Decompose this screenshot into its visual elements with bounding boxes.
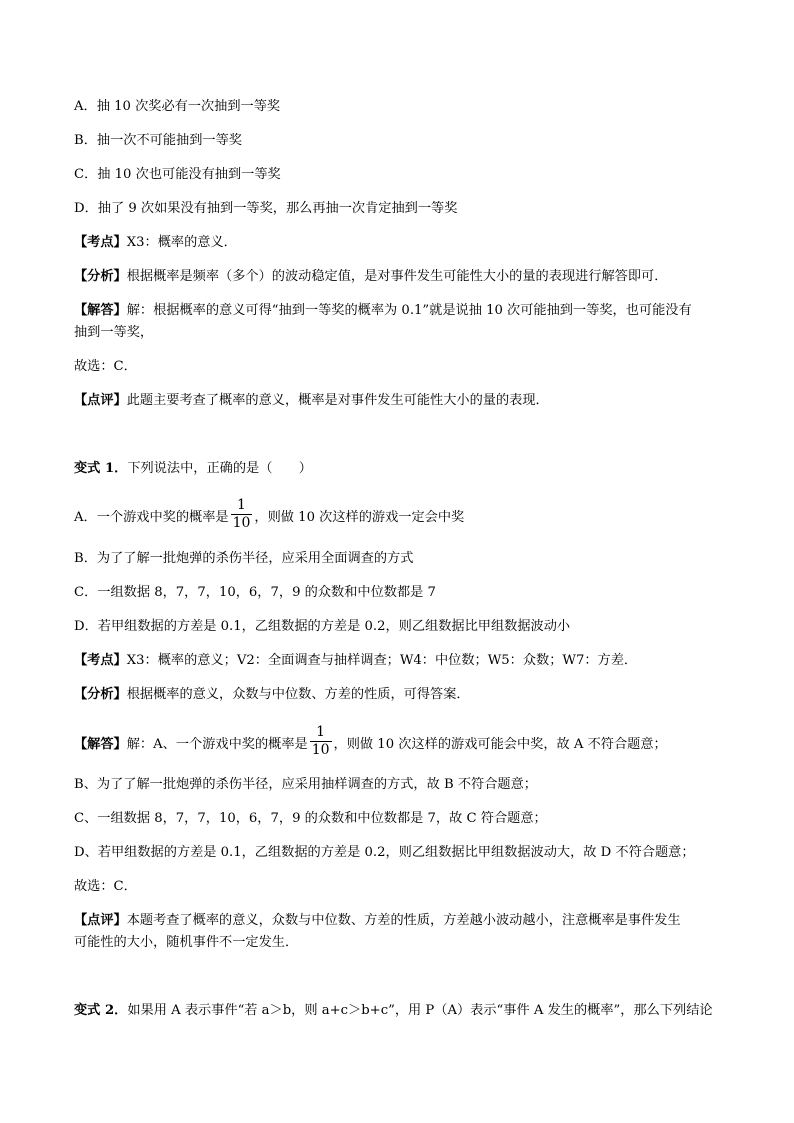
q0-fenxi-text: 根据概率是频率（多个）的波动稳定值，是对事件发生可能性大小的量的表现进行解答即可．	[126, 269, 668, 284]
v1-title-text: 下列说法中，正确的是（ ）	[127, 461, 312, 476]
q0-dianping-tag: 【点评】	[74, 393, 127, 408]
v1-dianping-line1	[74, 911, 681, 931]
fraction-one-tenth	[310, 724, 332, 759]
q0-option-a: A．抽 10 次奖必有一次抽到一等奖	[74, 99, 281, 114]
v1-option-b: B．为了了解一批炮弹的杀伤半径，应采用全面调查的方式	[74, 551, 414, 566]
v1-dianping-text: 本题考查了概率的意义，众数与中位数、方差的性质，方差越小波动越小，注意概率是事件发生	[126, 913, 681, 928]
v1-title	[74, 459, 312, 479]
fraction-numerator: 1	[310, 724, 332, 742]
v1-fenxi-tag: 【分析】	[74, 687, 127, 702]
q0-dianping-text: 此题主要考查了概率的意义，概率是对事件发生可能性大小的量的表现．	[126, 393, 549, 408]
v1-jieda-b: B、为了了解一批炮弹的杀伤半径，应采用抽样调查的方式，故 B 不符合题意；	[74, 777, 537, 792]
v2-title-text: 如果用 A 表示事件“若 a＞b，则 a+c＞b+c”，用 P（A）表示“事件 A 发生的概率”，那么下列结论	[127, 1003, 713, 1018]
v1-jieda-d: D、若甲组数据的方差是 0.1，乙组数据的方差是 0.2，则乙组数据比甲组数据波动大，故 D 不符合题意；	[74, 845, 695, 860]
q0-option-b: B．抽一次不可能抽到一等奖	[74, 133, 242, 148]
v1-option-d: D．若甲组数据的方差是 0.1，乙组数据的方差是 0.2，则乙组数据比甲组数据波动小	[74, 619, 571, 634]
v1-option-a-pre: A．一个游戏中奖的概率是	[74, 510, 229, 525]
q0-fenxi	[74, 267, 667, 287]
v1-kaodian-text: X3：概率的意义；V2：全面调查与抽样调查；W4：中位数；W5：众数；W7：方差．	[126, 653, 638, 668]
q0-option-c: C．抽 10 次也可能没有抽到一等奖	[74, 167, 281, 182]
q0-kaodian-text: X3：概率的意义．	[126, 235, 237, 250]
v2-title	[74, 1001, 713, 1021]
v1-kaodian-tag: 【考点】	[74, 653, 127, 668]
fraction-numerator: 1	[231, 497, 253, 515]
v1-jieda-a	[74, 724, 667, 762]
v1-option-a-post: ，则做 10 次这样的游戏一定会中奖	[254, 510, 465, 525]
q0-option-d: D．抽了 9 次如果没有抽到一等奖，那么再抽一次肯定抽到一等奖	[74, 201, 458, 216]
v1-fenxi-text: 根据概率的意义，众数与中位数、方差的性质，可得答案．	[126, 687, 470, 702]
fraction-denominator: 10	[311, 742, 330, 758]
v1-option-a	[74, 497, 465, 535]
q0-jieda-line2: 抽到一等奖，	[74, 325, 154, 340]
v1-option-c: C．一组数据 8，7，7，10，6，7，9 的众数和中位数都是 7	[74, 585, 436, 600]
v1-kaodian	[74, 651, 637, 671]
v1-title-label: 变式 1．	[74, 461, 128, 476]
q0-dianping	[74, 391, 549, 411]
q0-kaodian-tag: 【考点】	[74, 235, 127, 250]
v1-jieda-a-pre: 解：A、一个游戏中奖的概率是	[126, 737, 308, 752]
fraction-one-tenth	[231, 497, 253, 532]
q0-fenxi-tag: 【分析】	[74, 269, 127, 284]
fraction-denominator: 10	[232, 515, 251, 531]
q0-jieda-text: 解：根据概率的意义可得“抽到一等奖的概率为 0.1”就是说抽 10 次可能抽到一等奖，也可能没有	[126, 303, 692, 318]
v2-title-label: 变式 2．	[74, 1003, 128, 1018]
q0-jieda-line1	[74, 301, 692, 321]
q0-answer: 故选：C．	[74, 359, 137, 374]
v1-jieda-tag: 【解答】	[74, 737, 127, 752]
q0-jieda-tag: 【解答】	[74, 303, 127, 318]
v1-answer: 故选：C．	[74, 879, 137, 894]
v1-dianping-line2: 可能性的大小，随机事件不一定发生．	[74, 935, 299, 950]
v1-fenxi	[74, 685, 470, 705]
q0-kaodian	[74, 233, 237, 253]
v1-jieda-a-post: ，则做 10 次这样的游戏可能会中奖，故 A 不符合题意；	[333, 737, 667, 752]
v1-dianping-tag: 【点评】	[74, 913, 127, 928]
v1-jieda-c: C、一组数据 8，7，7，10，6，7，9 的众数和中位数都是 7，故 C 符合题意；	[74, 811, 547, 826]
